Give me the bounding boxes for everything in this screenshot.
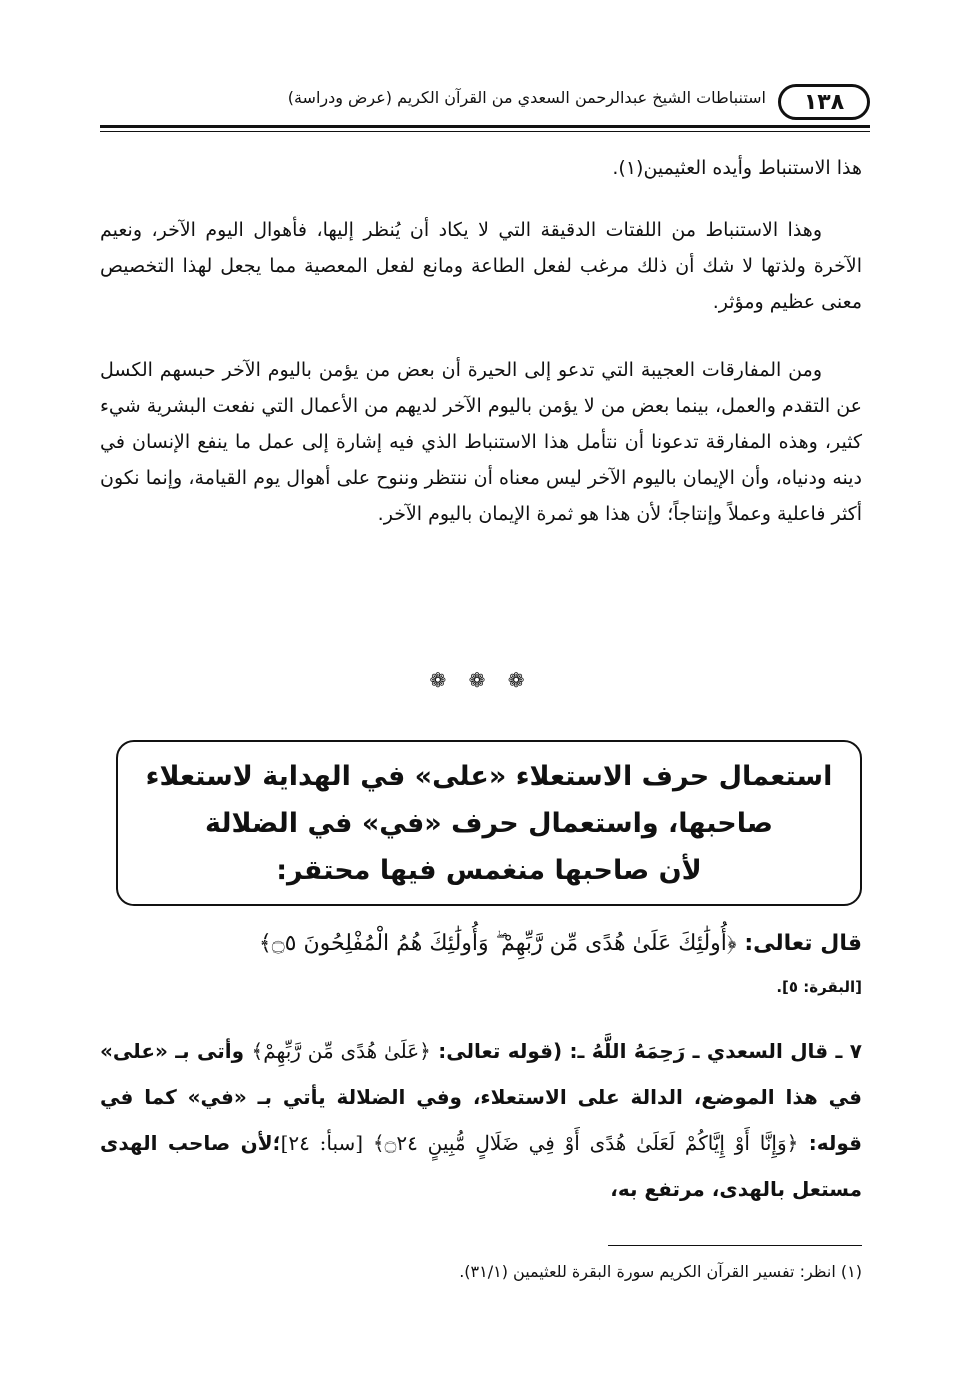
quran-quote-1: ﴿عَلَىٰ هُدًى مِّن رَّبِّهِمْ﴾ [251,1039,431,1063]
verse-reference: [البقرة: ٥]. [776,978,862,996]
sadi-part-2: وأتى بـ «على» في هذا الموضع، الدالة على الاستعلاء، وفي الضلالة يأتي بـ «في» كما في قوله: [100,1039,862,1155]
page-header [100,80,870,122]
footnote: (١) انظر: تفسير القرآن الكريم سورة البقرة للعثيمين (٣١/١). [459,1262,862,1281]
section-ornament: ❁ ❁ ❁ [429,668,533,692]
header-rule-thin [100,131,870,132]
verse-line [100,922,862,966]
quran-reference-2: [سبأ: ٢٤] [280,1131,373,1155]
sadi-part-1: ٧ ـ قال السعدي ـ رَحِمَهُ اللَّهُ ـ: (قوله تعالى: [430,1039,862,1063]
page-number-badge: ١٣٨ [778,84,870,120]
sadi-part-3: ؛لأن صاحب الهدى مستعل بالهدى، مرتفع به، [100,1131,862,1201]
verse-intro: قال تعالى: [736,931,862,956]
quran-quote-2: ﴿وَإِنَّا أَوْ إِيَّاكُمْ لَعَلَىٰ هُدًى أَوْ فِي ضَلَالٍ مُّبِينٍ ۝٢٤﴾ [372,1131,799,1155]
paragraph-3: ومن المفارقات العجيبة التي تدعو إلى الحيرة أن بعض من يؤمن باليوم الآخر حبسهم الكسل عن التقدم والعمل، بينما بعض من لا يؤمن باليوم الآخر لديهم من الأعمال التي نفعت البشرية شيء كثير، وهذه المفارقة تدعونا أن نتأمل هذا الاستنباط الذي فيه إشارة إلى عمل ما ينفع الإنسان في دينه ودنياه، وأن الإيمان باليوم الآخر ليس معناه أن ننتظر وننوح على أهوال يوم القيامة، وإنما نكون أكثر فاعلية وعملاً وإنتاجاً؛ لأن هذا هو ثمرة الإيمان باليوم الآخر. [100,359,862,525]
header-rule-thick [100,125,870,128]
section-heading-box [116,740,862,906]
heading-line-1: استعمال حرف الاستعلاء «على» في الهداية لاستعلاء [145,760,833,792]
running-title: استنباطات الشيخ عبدالرحمن السعدي من القرآن الكريم (عرض ودراسة) [287,88,766,107]
footnote-divider [608,1245,862,1246]
heading-line-3: لأن صاحبها منغمس فيها محتقر: [276,854,702,886]
sadi-quote-paragraph [100,1028,862,1212]
verse-text: ﴿أُولَٰئِكَ عَلَىٰ هُدًى مِّن رَّبِّهِمْ ۖ وَأُولَٰئِكَ هُمُ الْمُفْلِحُونَ ۝٥﴾ [258,931,737,956]
paragraph-2: وهذا الاستنباط من اللفتات الدقيقة التي لا يكاد أن يُنظر إليها، فأهوال اليوم الآخر، ونعيم الآخرة ولذتها لا شك أن ذلك مرغب لفعل الطاعة ومانع لفعل المعصية مما يجعل لهذا التخصيص معنى عظيم ومؤثر. [100,219,862,313]
heading-line-2: صاحبها، واستعمال حرف «في» في الضلالة [205,807,773,839]
paragraph-1: هذا الاستنباط وأيده العثيمين(١). [612,157,862,179]
